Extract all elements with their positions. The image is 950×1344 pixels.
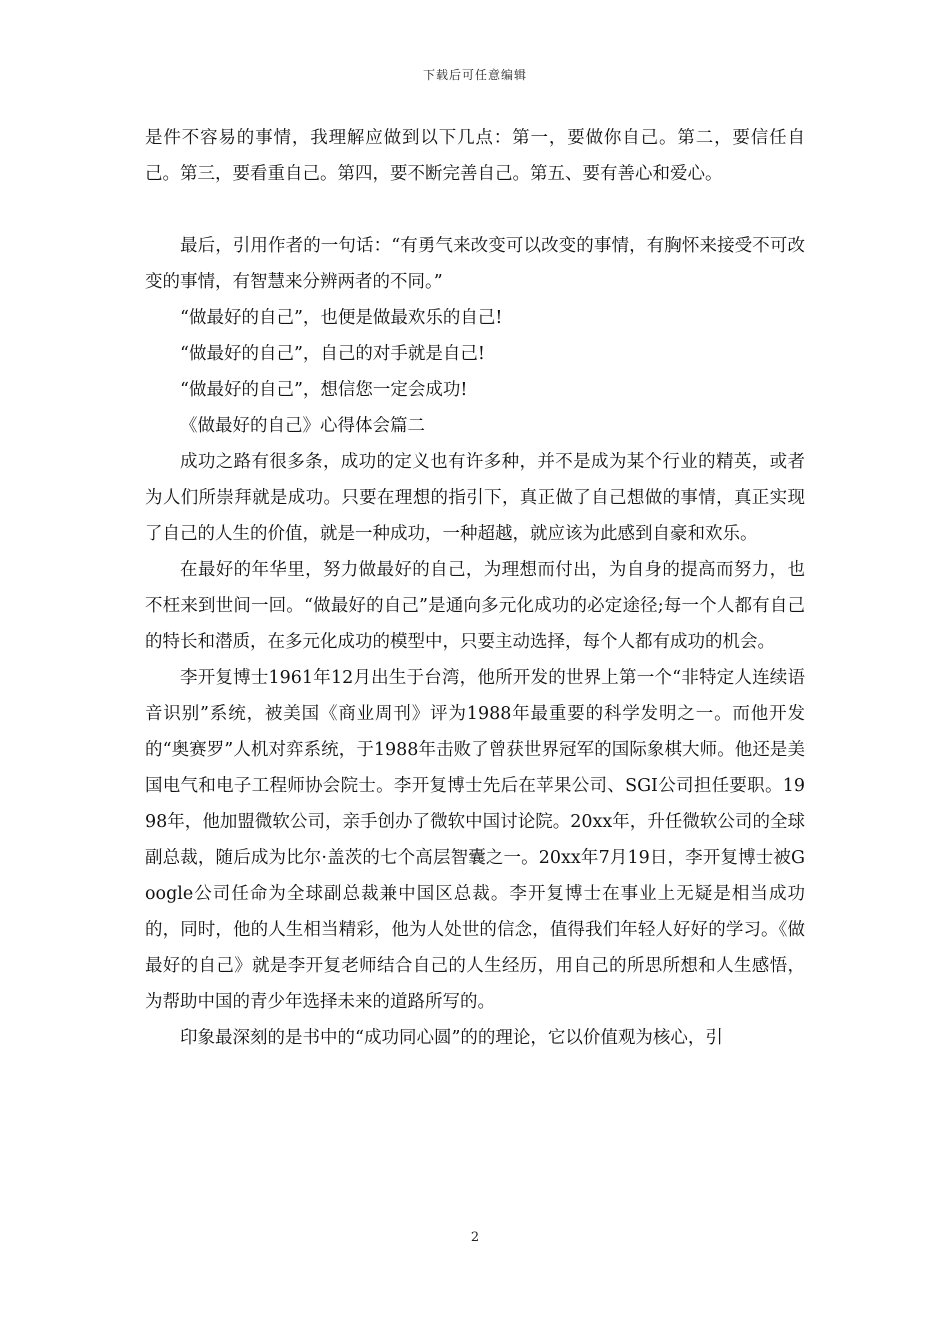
document-body: [145, 120, 805, 1056]
paragraph: 印象最深刻的是书中的“成功同心圆”的的理论，它以价值观为核心，引: [180, 1028, 723, 1048]
paragraph-line: “做最好的自己”，也便是做最欢乐的自己!: [180, 308, 503, 328]
paragraph-line: “做最好的自己”，自己的对手就是自己!: [180, 344, 485, 364]
paragraph-line: “做最好的自己”，想信您一定会成功!: [180, 380, 468, 400]
page-number: 2: [470, 1230, 480, 1245]
paragraph: 成功之路有很多条，成功的定义也有许多种，并不是成为某个行业的精英，或者为人们所崇拜就是成功。只要在理想的指引下，真正做了自己想做的事情，真正实现了自己的人生的价值，就是一种成功，一种超越，就应该为此感到自豪和欢乐。: [145, 452, 805, 544]
section-title: 《做最好的自己》心得体会篇二: [180, 416, 425, 436]
paragraph-quote: 最后，引用作者的一句话：“有勇气来改变可以改变的事情，有胸怀来接受不可改变的事情，有智慧来分辨两者的不同。”: [145, 236, 805, 292]
paragraph: 在最好的年华里，努力做最好的自己，为理想而付出，为自身的提高而努力，也不枉来到世间一回。“做最好的自己”是通向多元化成功的必定途径;每一个人都有自己的特长和潜质，在多元化成功的模型中，只要主动选择，每个人都有成功的机会。: [145, 560, 805, 652]
paragraph: 李开复博士1961年12月出生于台湾，他所开发的世界上第一个“非特定人连续语音识别”系统，被美国《商业周刊》评为1988年最重要的科学发明之一。而他开发的“奥赛罗”人机对弈系统，于1988年击败了曾获世界冠军的国际象棋大师。他还是美国电气和电子工程师协会院士。李开复博士先后在苹果公司、SGI公司担任要职。1998年，他加盟微软公司，亲手创办了微软中国讨论院。20xx年，升任微软公司的全球副总裁，随后成为比尔·盖茨的七个高层智囊之一。20xx年7月19日，李开复博士被Google公司任命为全球副总裁兼中国区总裁。李开复博士在事业上无疑是相当成功的，同时，他的人生相当精彩，他为人处世的信念，值得我们年轻人好好的学习。《做最好的自己》就是李开复老师结合自己的人生经历，用自己的所思所想和人生感悟，为帮助中国的青少年选择未来的道路所写的。: [145, 668, 805, 1012]
paragraph-continuation: 是件不容易的事情，我理解应做到以下几点：第一，要做你自己。第二，要信任自己。第三，要看重自己。第四，要不断完善自己。第五、要有善心和爱心。: [145, 128, 805, 184]
page-header: 下载后可任意编辑: [422, 68, 527, 82]
